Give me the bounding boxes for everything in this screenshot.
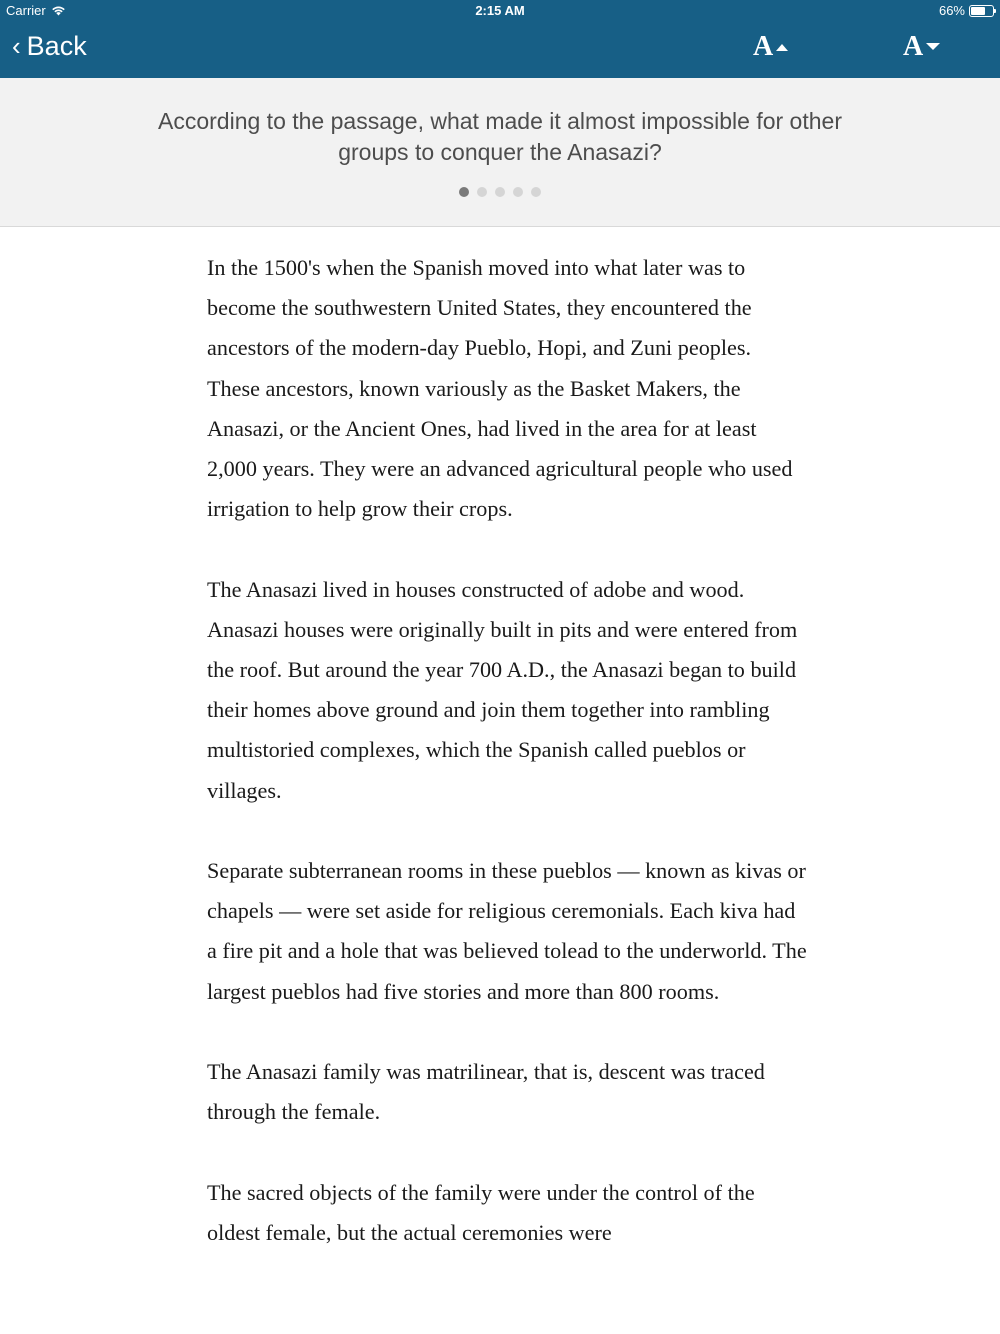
question-text: According to the passage, what made it almost impossible for other groups to conquer the Anasazi? — [158, 108, 842, 165]
battery-level-fill — [971, 7, 985, 15]
pager-dot[interactable] — [531, 187, 541, 197]
carrier-label: Carrier — [6, 3, 46, 18]
passage-paragraph: The Anasazi lived in houses constructed of adobe and wood. Anasazi houses were originally built in pits and were entered from the roof. But around the year 700 A.D., the Anasazi began to build their homes above ground and join them together into rambling multistoried complexes, which the Spanish called pueblos or villages. — [207, 576, 798, 803]
increase-font-size-button[interactable] — [753, 33, 788, 61]
chevron-left-icon: ‹ — [12, 31, 21, 61]
back-button[interactable] — [12, 31, 87, 62]
pager-dot[interactable] — [513, 187, 523, 197]
battery-indicator — [939, 3, 994, 18]
question-pager — [0, 187, 1000, 197]
status-time: 2:15 AM — [475, 3, 525, 18]
battery-icon — [969, 5, 994, 17]
font-size-glyph: A — [753, 31, 774, 62]
status-bar — [0, 0, 1000, 22]
font-size-glyph: A — [903, 31, 924, 62]
pager-dot[interactable] — [477, 187, 487, 197]
decrease-font-size-button[interactable] — [903, 33, 940, 61]
caret-down-icon — [926, 43, 940, 51]
passage-paragraph: The Anasazi family was matrilinear, that is, descent was traced through the female. — [207, 1059, 765, 1125]
passage-paragraph: The sacred objects of the family were under the control of the oldest female, but the actual ceremonies were — [207, 1179, 755, 1245]
battery-percent: 66% — [938, 3, 965, 18]
pager-dot[interactable] — [459, 187, 469, 197]
passage-text — [207, 248, 807, 1293]
passage-paragraph: In the 1500's when the Spanish moved into what later was to become the southwestern United States, they encountered the ancestors of the modern-day Pueblo, Hopi, and Zuni peoples. These ancestors, known variously as the Basket Makers, the Anasazi, or the Ancient Ones, had lived in the area for at least 2,000 years. They were an advanced agricultural people who used irrigation to help grow their crops. — [207, 255, 793, 522]
back-button-label: Back — [26, 31, 87, 61]
caret-up-icon — [776, 43, 788, 51]
passage-paragraph: Separate subterranean rooms in these pueblos — known as kivas or chapels — were set aside for religious ceremonials. Each kiva had a fire pit and a hole that was believed tolead to the underworld. The largest pueblos had five stories and more than 800 rooms. — [207, 858, 807, 1004]
pager-dot[interactable] — [495, 187, 505, 197]
question-panel — [0, 78, 1000, 227]
navigation-bar — [0, 0, 1000, 78]
